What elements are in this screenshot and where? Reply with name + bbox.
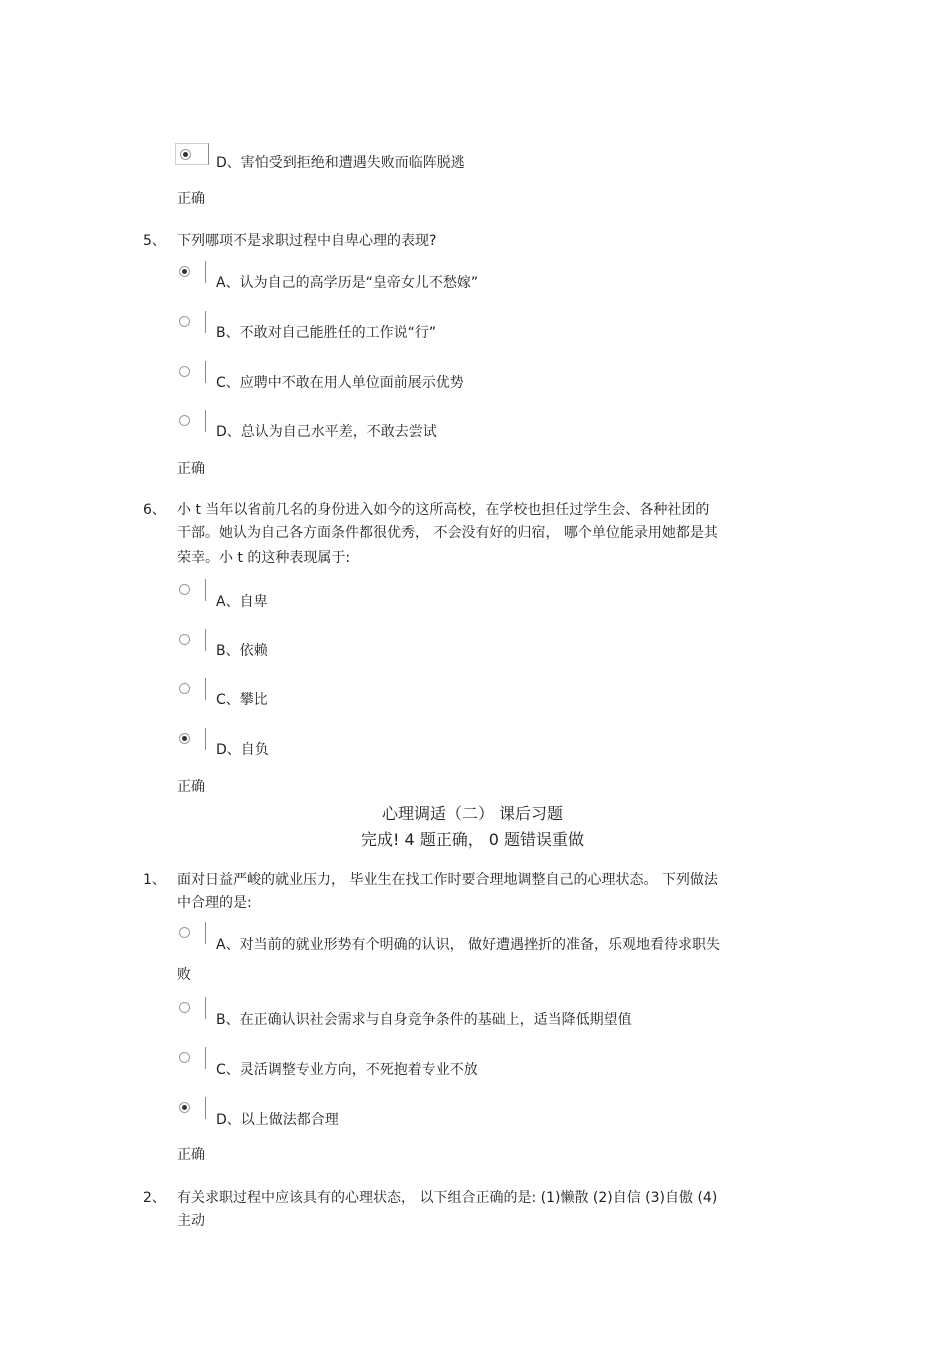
q5-option-b: B、不敢对自己能胜任的工作说“行” — [216, 325, 437, 341]
q5-text: 下列哪项不是求职过程中自卑心理的表现? — [177, 233, 437, 249]
q5-option-a: A、认为自己的高学历是“皇帝女儿不愁嫁” — [216, 275, 479, 291]
q6-result: 正确 — [177, 779, 205, 795]
q6-text-line2: 干部。她认为自己各方面条件都很优秀， 不会没有好的归宿， 哪个单位能录用她都是其 — [177, 525, 718, 541]
q6-number: 6、 — [143, 502, 166, 518]
section-title: 心理调适（二） 课后习题 — [381, 804, 564, 823]
q5-radio-d[interactable] — [179, 415, 190, 426]
s2q2-number: 2、 — [143, 1190, 166, 1206]
q5-result: 正确 — [177, 461, 205, 477]
s2q1-option-c: C、灵活调整专业方向，不死抱着专业不放 — [216, 1062, 478, 1078]
option-separator — [205, 1047, 206, 1069]
q5-radio-b[interactable] — [179, 316, 190, 327]
q6-text-line3: 荣幸。小 t 的这种表现属于: — [177, 550, 351, 566]
s2q1-text-line1: 面对日益严峻的就业压力， 毕业生在找工作时要合理地调整自己的心理状态。 下列做法 — [177, 872, 718, 888]
q4-option-d: D、害怕受到拒绝和遭遇失败而临阵脱逃 — [216, 155, 465, 171]
s2q1-result: 正确 — [177, 1147, 205, 1163]
option-separator — [205, 629, 206, 651]
s2q1-radio-b[interactable] — [179, 1002, 190, 1013]
option-separator — [205, 261, 206, 283]
s2q2-text-line2: 主动 — [177, 1213, 205, 1229]
q6-option-a: A、自卑 — [216, 594, 268, 610]
q6-radio-a[interactable] — [179, 584, 190, 595]
option-separator — [205, 678, 206, 700]
option-separator — [205, 922, 206, 944]
s2q1-radio-c[interactable] — [179, 1052, 190, 1063]
q5-option-d: D、总认为自己水平差，不敢去尝试 — [216, 424, 437, 440]
option-separator — [205, 1097, 206, 1119]
s2q1-option-b: B、在正确认识社会需求与自身竞争条件的基础上，适当降低期望值 — [216, 1012, 632, 1028]
q6-radio-b[interactable] — [179, 634, 190, 645]
s2q1-radio-d[interactable] — [179, 1102, 190, 1113]
s2q1-option-d: D、以上做法都合理 — [216, 1112, 339, 1128]
q6-text-line1: 小 t 当年以省前几名的身份进入如今的这所高校，在学校也担任过学生会、各种社团的 — [177, 502, 710, 518]
s2q1-number: 1、 — [143, 872, 166, 888]
s2q1-option-a-line1: A、对当前的就业形势有个明确的认识， 做好遭遇挫折的准备，乐观地看待求职失 — [216, 937, 721, 953]
q6-option-d: D、自负 — [216, 742, 269, 758]
option-separator — [205, 410, 206, 432]
q5-number: 5、 — [143, 233, 166, 249]
option-separator — [205, 311, 206, 333]
s2q1-option-a-line2: 败 — [177, 967, 191, 983]
q6-radio-c[interactable] — [179, 683, 190, 694]
q6-radio-d[interactable] — [179, 733, 190, 744]
option-separator — [205, 997, 206, 1019]
radio-button[interactable] — [180, 149, 191, 160]
s2q1-radio-a[interactable] — [179, 927, 190, 938]
q4-result: 正确 — [177, 191, 205, 207]
s2q2-text-line1: 有关求职过程中应该具有的心理状态， 以下组合正确的是: (1)懒散 (2)自信 (3)自傲 (4) — [177, 1190, 718, 1206]
q5-radio-c[interactable] — [179, 366, 190, 377]
q5-option-c: C、应聘中不敢在用人单位面前展示优势 — [216, 375, 464, 391]
s2q1-text-line2: 中合理的是: — [177, 895, 252, 911]
q5-radio-a[interactable] — [179, 266, 190, 277]
q6-option-c: C、攀比 — [216, 692, 268, 708]
option-separator — [205, 361, 206, 383]
section-summary: 完成! 4 题正确， 0 题错误重做 — [360, 830, 585, 849]
option-separator — [205, 728, 206, 750]
option-separator — [205, 579, 206, 601]
q6-option-b: B、依赖 — [216, 643, 268, 659]
